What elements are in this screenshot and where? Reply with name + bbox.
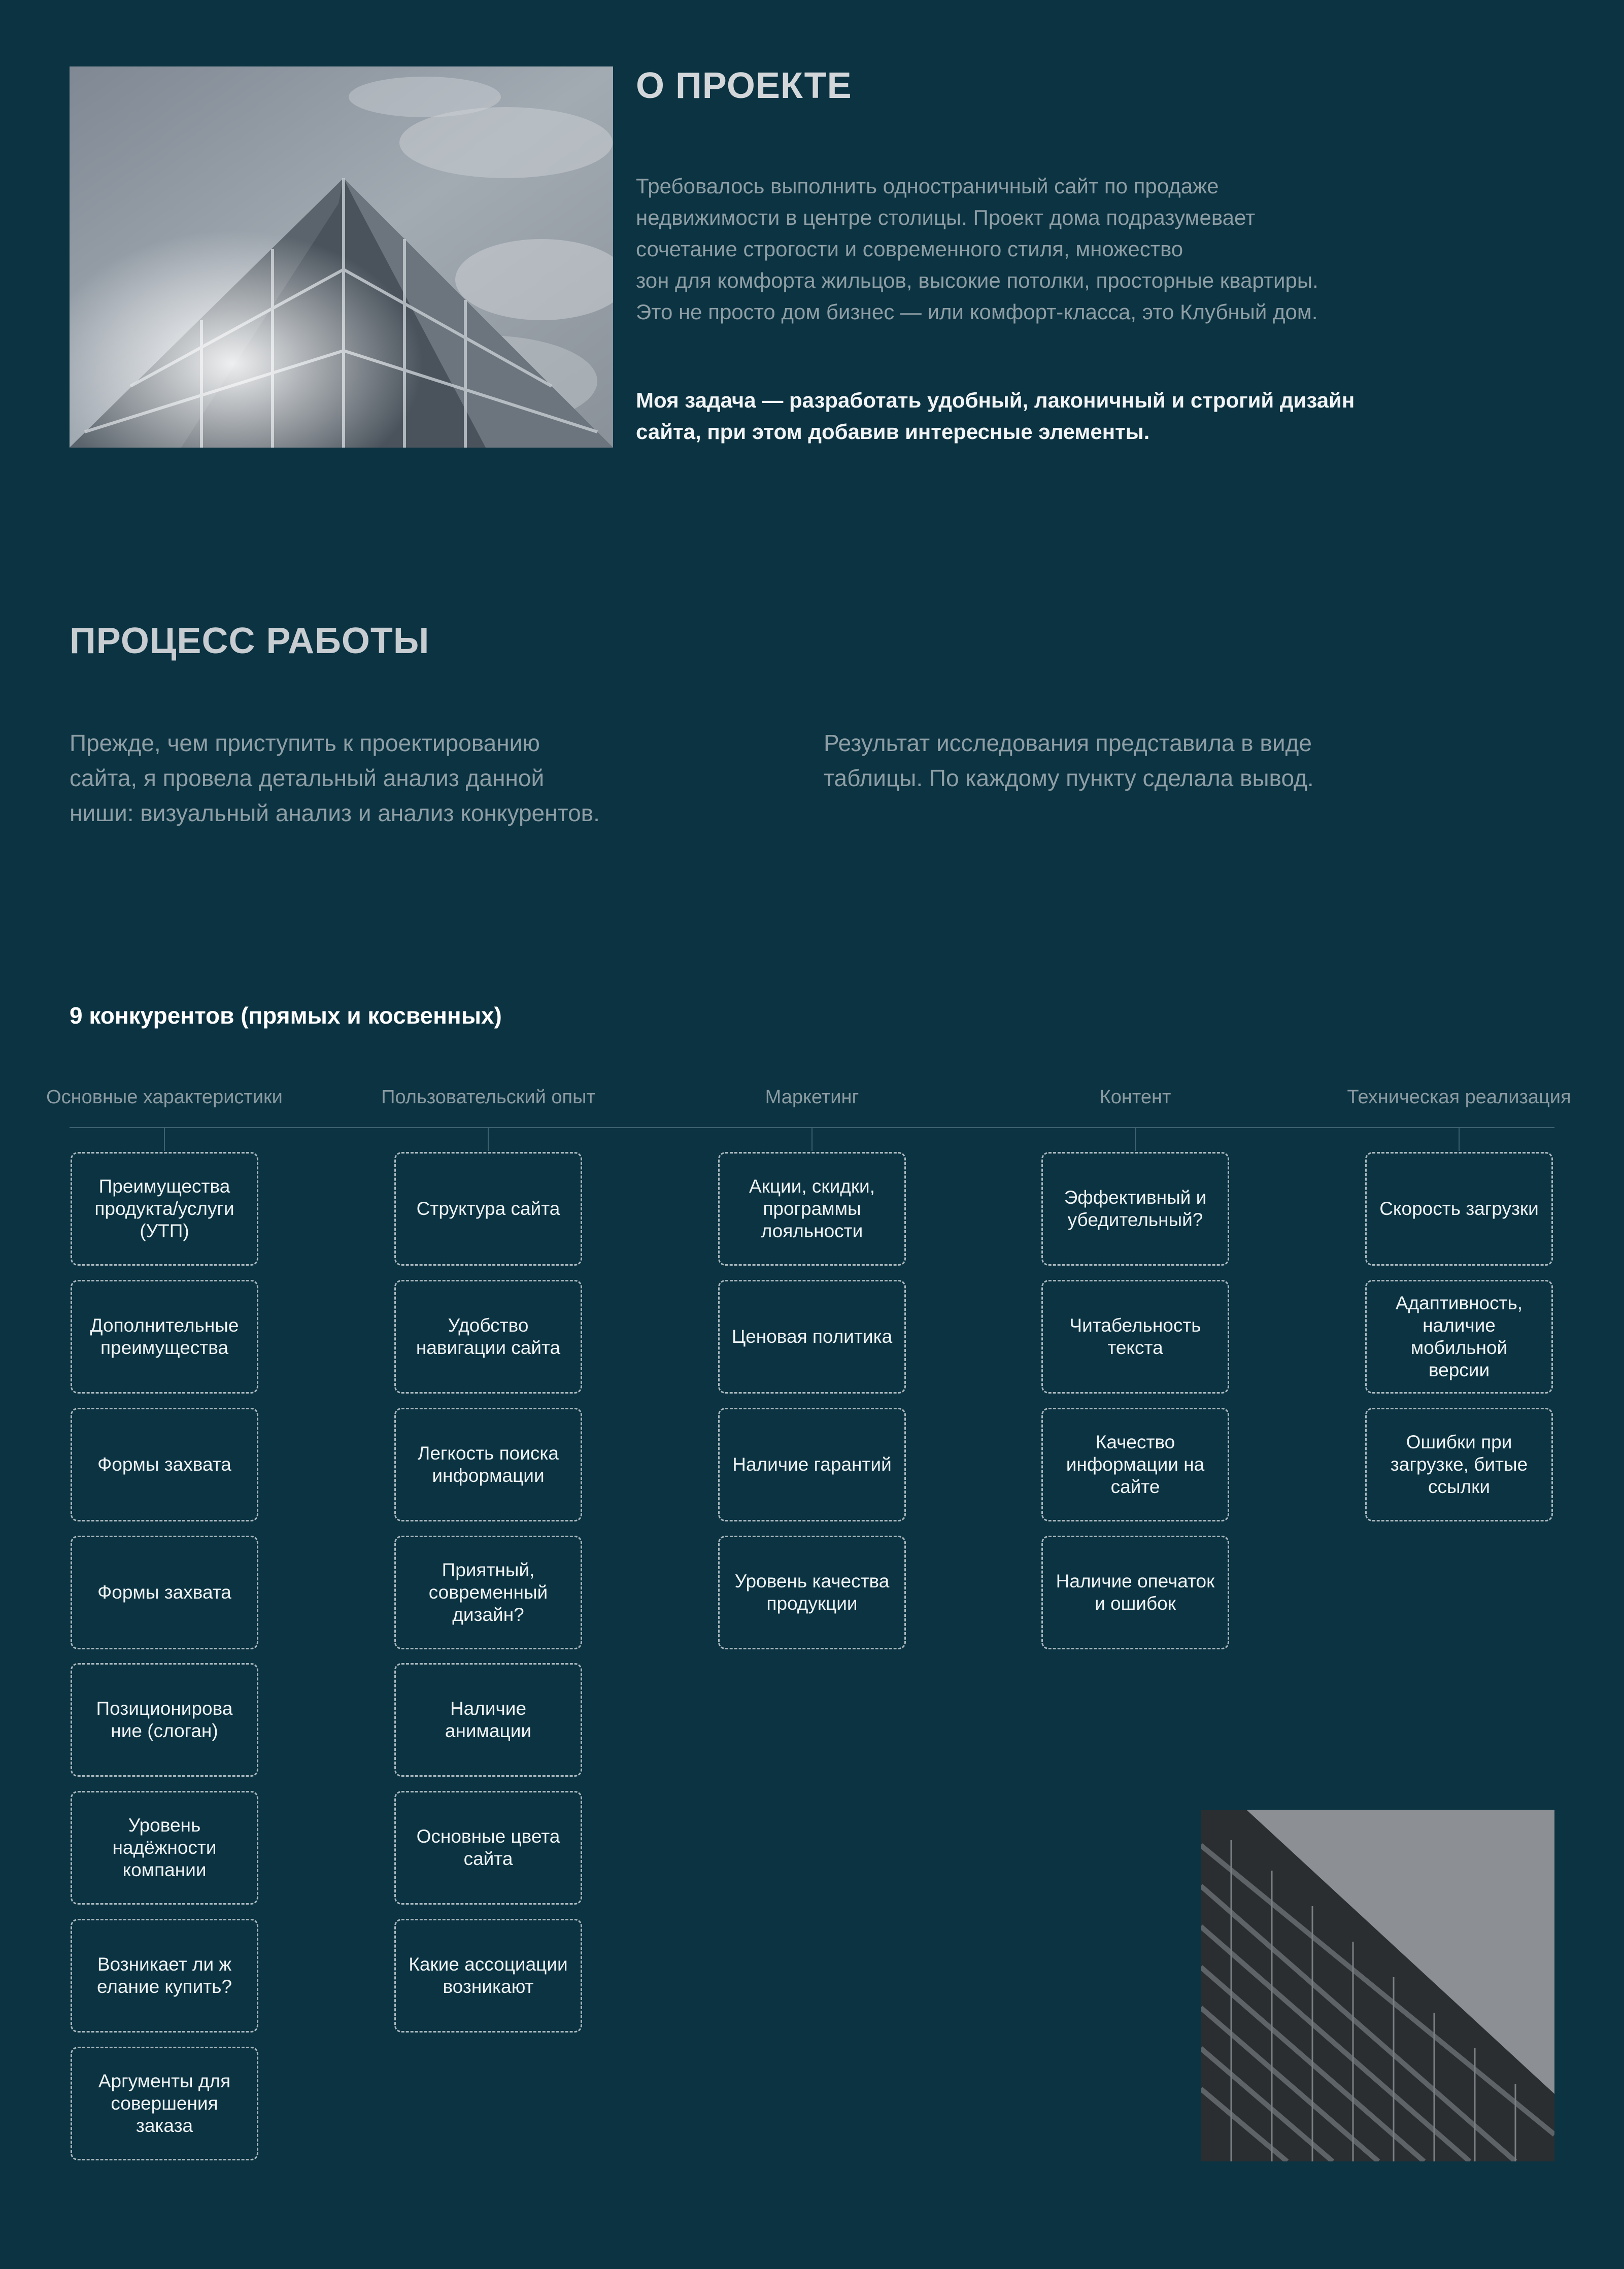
criteria-card: Формы захвата bbox=[71, 1536, 258, 1649]
about-line: недвижимости в центре столицы. Проект дома подразумевает bbox=[636, 206, 1256, 229]
about-description bbox=[636, 171, 1377, 328]
criteria-card: Дополнительные преимущества bbox=[71, 1280, 258, 1394]
about-title: О ПРОЕКТЕ bbox=[636, 65, 852, 106]
criteria-card: Основные цвета сайта bbox=[394, 1791, 582, 1905]
criteria-card: Наличие гарантий bbox=[718, 1408, 906, 1521]
building-photo-bottom bbox=[1201, 1810, 1554, 2161]
column-tick bbox=[1135, 1128, 1136, 1151]
process-left-text bbox=[70, 726, 668, 831]
about-line: зон для комфорта жильцов, высокие потолки, просторные квартиры. bbox=[636, 268, 1318, 292]
column-tick bbox=[1459, 1128, 1460, 1151]
process-line: таблицы. По каждому пункту сделала вывод. bbox=[824, 765, 1314, 791]
criteria-card: Легкость поиска информации bbox=[394, 1408, 582, 1521]
criteria-card: Читабельность текста bbox=[1041, 1280, 1229, 1394]
about-line: Требовалось выполнить одностраничный сайт по продаже bbox=[636, 174, 1219, 198]
process-line: Прежде, чем приступить к проектированию bbox=[70, 730, 540, 756]
column-header: Маркетинг bbox=[765, 1087, 859, 1108]
competitors-title: 9 конкурентов (прямых и косвенных) bbox=[70, 1002, 502, 1029]
criteria-card: Какие ассоциации возникают bbox=[394, 1919, 582, 2033]
task-line: Моя задача — разработать удобный, лаконичный и строгий дизайн bbox=[636, 388, 1355, 412]
criteria-card: Формы захвата bbox=[71, 1408, 258, 1521]
process-line: Результат исследования представила в виде bbox=[824, 730, 1312, 756]
criteria-card: Акции, скидки, программы лояльности bbox=[718, 1152, 906, 1266]
about-line: сочетание строгости и современного стиля, множество bbox=[636, 237, 1183, 261]
about-line: Это не просто дом бизнес — или комфорт-класса, это Клубный дом. bbox=[636, 300, 1318, 324]
criteria-card: Ошибки при загрузке, битые ссылки bbox=[1365, 1408, 1553, 1521]
criteria-card: Преимущества продукта/услуги (УТП) bbox=[71, 1152, 258, 1266]
criteria-card: Наличие опечаток и ошибок bbox=[1041, 1536, 1229, 1649]
criteria-card: Возникает ли ж елание купить? bbox=[71, 1919, 258, 2033]
criteria-card: Наличие анимации bbox=[394, 1663, 582, 1777]
building-photo-top bbox=[70, 66, 613, 448]
about-task bbox=[636, 385, 1377, 448]
column-header: Пользовательский опыт bbox=[381, 1087, 595, 1108]
task-line: сайта, при этом добавив интересные элементы. bbox=[636, 420, 1150, 444]
criteria-card: Удобство навигации сайта bbox=[394, 1280, 582, 1394]
criteria-card: Позиционирова ние (слоган) bbox=[71, 1663, 258, 1777]
process-title: ПРОЦЕСС РАБОТЫ bbox=[70, 621, 430, 661]
criteria-card: Уровень надёжности компании bbox=[71, 1791, 258, 1905]
criteria-card: Структура сайта bbox=[394, 1152, 582, 1266]
criteria-card: Приятный, современный дизайн? bbox=[394, 1536, 582, 1649]
process-line: ниши: визуальный анализ и анализ конкурентов. bbox=[70, 800, 600, 826]
criteria-card: Ценовая политика bbox=[718, 1280, 906, 1394]
column-tick bbox=[811, 1128, 813, 1151]
column-header: Контент bbox=[1099, 1087, 1171, 1108]
column-tick bbox=[164, 1128, 165, 1151]
criteria-card: Адаптивность, наличие мобильной версии bbox=[1365, 1280, 1553, 1394]
process-right-text bbox=[824, 726, 1423, 796]
criteria-card: Эффективный и убедительный? bbox=[1041, 1152, 1229, 1266]
criteria-card: Уровень качества продукции bbox=[718, 1536, 906, 1649]
criteria-card: Скорость загрузки bbox=[1365, 1152, 1553, 1266]
column-header: Техническая реализация bbox=[1347, 1087, 1571, 1108]
column-tick bbox=[488, 1128, 489, 1151]
criteria-card: Аргументы для совершения заказа bbox=[71, 2047, 258, 2160]
process-line: сайта, я провела детальный анализ данной bbox=[70, 765, 545, 791]
criteria-card: Качество информации на сайте bbox=[1041, 1408, 1229, 1521]
column-header: Основные характеристики bbox=[46, 1087, 283, 1108]
